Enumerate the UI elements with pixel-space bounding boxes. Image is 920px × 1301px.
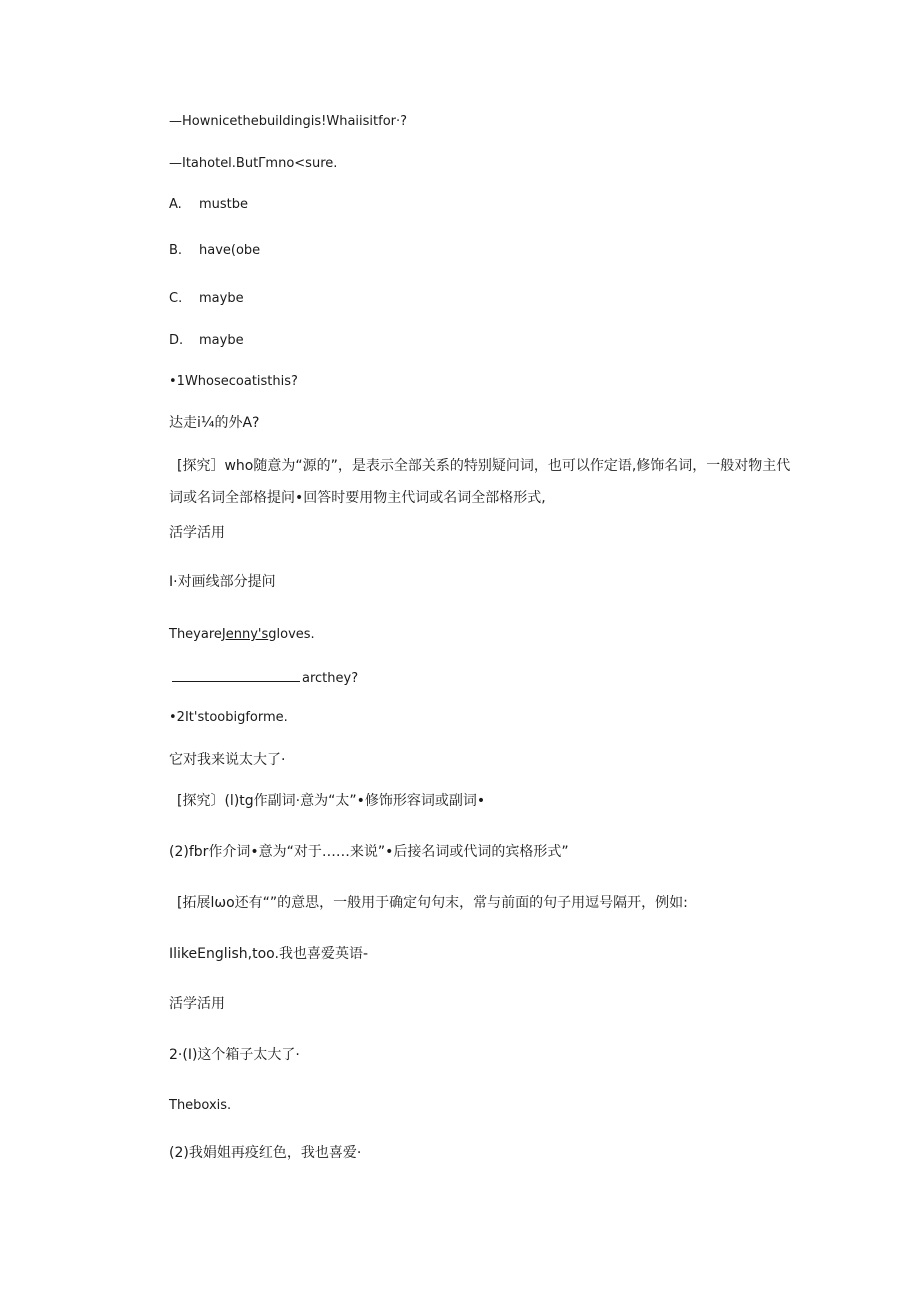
sentence-1 — [169, 625, 315, 645]
task-2-1: 2·(I)这个箱子太大了· — [169, 1047, 300, 1063]
example-sentence: IlikeEnglish,too.我也喜爱英语- — [169, 946, 369, 962]
dialog-line-1: —Hownicethebuildingis!Whaiisitfor·? — [169, 114, 408, 129]
option-c-letter: C. — [169, 291, 183, 306]
sentence-1-pre: Theyare — [169, 627, 222, 642]
task-2-1-answer: Theboxis. — [169, 1098, 232, 1113]
option-a-letter: A. — [169, 197, 182, 212]
sentence-1-underlined: Jenny's — [221, 627, 269, 642]
point-1-explore: [探究］who随意为“源的”，是表示全部关系的特别疑问词，也可以作定语,修饰名词，一般对物主代词或名词全部格提问•回答时要用物主代词或名词全部格形式, — [169, 458, 791, 506]
practice-heading-2: 活学活用 — [169, 996, 225, 1012]
practice-heading-1: 活学活用 — [169, 525, 225, 541]
task-2-2: (2)我娟姐再疫红色，我也喜爱· — [169, 1145, 362, 1161]
option-c — [169, 289, 244, 309]
option-c-text: maybe — [199, 291, 244, 306]
option-d-letter: D. — [169, 333, 184, 348]
point-2-extend: [拓展lωo还有“”的意思，一般用于确定句句末，常与前面的句子用逗号隔开，例如: — [177, 895, 688, 911]
option-a — [169, 195, 248, 215]
option-b — [169, 241, 260, 261]
point-2-translation: 它对我来说太大了· — [169, 752, 286, 768]
option-b-text: have(obe — [199, 243, 261, 258]
dialog-line-2: —Itahotel.ButΓmno<sure. — [169, 156, 338, 171]
option-a-text: mustbe — [199, 197, 249, 212]
blank-question-1 — [172, 667, 358, 687]
point-2-explore-1: [探究〕(l)tg作副词·意为“太”•修饰形容词或副词• — [177, 793, 486, 809]
blank-question-1-text: arcthey? — [302, 671, 359, 686]
task-1: I·对画线部分提问 — [169, 574, 276, 590]
point-2-title: •2It'stoobigforme. — [169, 710, 288, 725]
answer-blank[interactable] — [172, 667, 300, 682]
option-d-text: maybe — [199, 333, 244, 348]
point-2-explore-2: (2)fbr作介词•意为“对于……来说”•后接名词或代词的宾格形式” — [169, 844, 569, 860]
sentence-1-post: gloves. — [268, 627, 315, 642]
point-1-translation: 达走i¼的外A? — [169, 415, 260, 431]
point-1-title: •1Whosecoatisthis? — [169, 374, 298, 389]
option-b-letter: B. — [169, 243, 183, 258]
option-d — [169, 331, 244, 351]
